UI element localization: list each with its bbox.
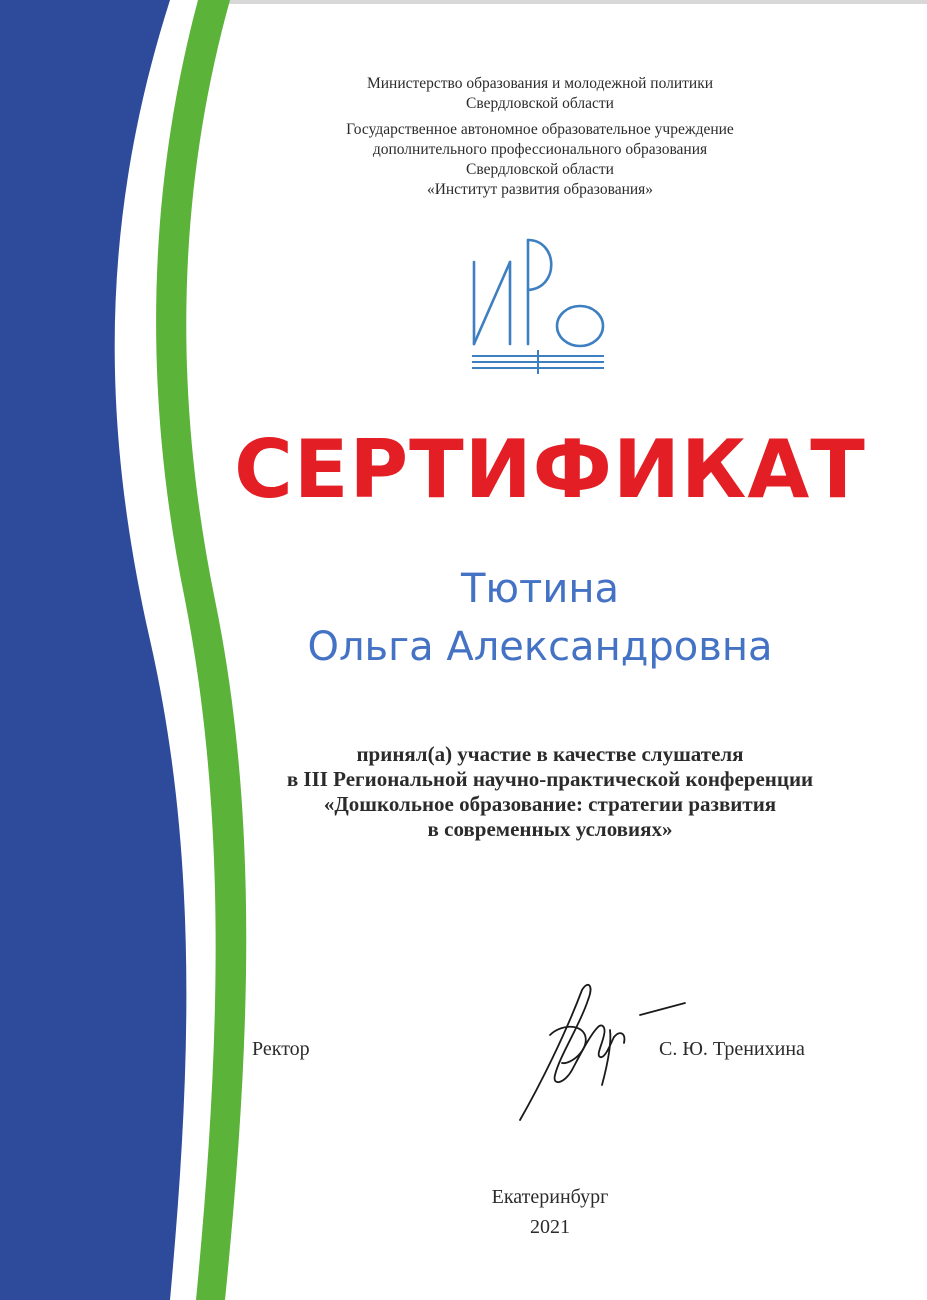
recipient-given-names: Ольга Александровна (307, 624, 773, 670)
institution-line: дополнительного профессионального образования (372, 141, 708, 158)
issuer-header (250, 74, 830, 200)
footer-city: Екатеринбург (491, 1186, 609, 1208)
signer-name: С. Ю. Тренихина (659, 1038, 805, 1060)
institution-line: Государственное автономное образовательное учреждение (346, 121, 734, 138)
description-line: в III Региональной научно-практической конференции (286, 767, 814, 791)
ministry-line: Свердловской области (466, 95, 614, 112)
institution-line: «Институт развития образования» (426, 181, 654, 198)
description-line: принял(а) участие в качестве слушателя (356, 742, 744, 766)
ministry-block (250, 74, 830, 114)
recipient-surname: Тютина (460, 566, 620, 612)
iro-logo-icon (462, 232, 612, 380)
certificate-description (200, 742, 900, 842)
description-line: в современных условиях» (427, 817, 673, 841)
description-line: «Дошкольное образование: стратегии развития (323, 792, 777, 816)
footer (400, 1182, 700, 1242)
certificate-title: СЕРТИФИКАТ (234, 423, 866, 516)
footer-year: 2021 (530, 1216, 570, 1238)
institution-line: Свердловской области (466, 161, 614, 178)
institution-block (250, 120, 830, 200)
ministry-line: Министерство образования и молодежной политики (366, 75, 714, 92)
recipient-name (230, 560, 850, 676)
signer-position: Ректор (252, 1038, 310, 1060)
signature-row (0, 1038, 927, 1068)
